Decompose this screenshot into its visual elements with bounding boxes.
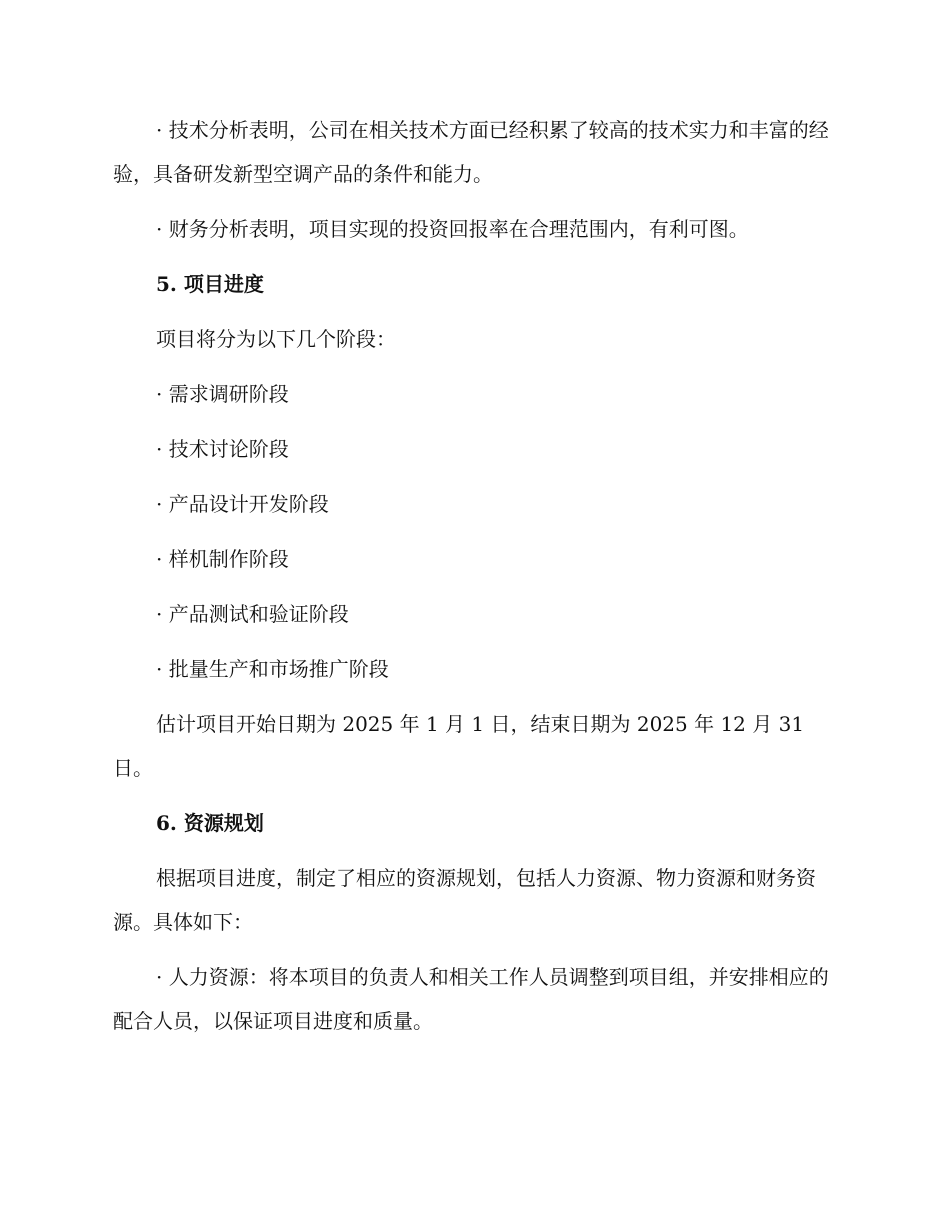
bullet-phase-testing: · 产品测试和验证阶段	[113, 592, 833, 636]
section-heading-schedule: 5. 项目进度	[156, 272, 264, 296]
bullet-phase-production: · 批量生产和市场推广阶段	[113, 647, 833, 691]
bullet-human-resources: · 人力资源：将本项目的负责人和相关工作人员调整到项目组，并安排相应的配合人员，以保证项目进度和质量。	[113, 955, 833, 1043]
schedule-intro: 项目将分为以下几个阶段：	[156, 327, 396, 351]
bullet-phase-research: · 需求调研阶段	[113, 372, 833, 416]
bullet-phase-design: · 产品设计开发阶段	[113, 482, 833, 526]
bullet-phase-tech-discussion: · 技术讨论阶段	[113, 427, 833, 471]
bullet-tech-analysis: · 技术分析表明，公司在相关技术方面已经积累了较高的技术实力和丰富的经验，具备研发新型空调产品的条件和能力。	[113, 108, 833, 196]
bullet-phase-prototype: · 样机制作阶段	[113, 537, 833, 581]
resources-intro: 根据项目进度，制定了相应的资源规划，包括人力资源、物力资源和财务资源。具体如下：	[113, 866, 816, 934]
section-heading-resources: 6. 资源规划	[156, 811, 264, 835]
schedule-dates: 估计项目开始日期为 2025 年 1 月 1 日，结束日期为 2025 年 12 月 31 日。	[113, 712, 805, 780]
bullet-finance-analysis: · 财务分析表明，项目实现的投资回报率在合理范围内，有利可图。	[113, 207, 833, 251]
document-body	[113, 108, 833, 1043]
